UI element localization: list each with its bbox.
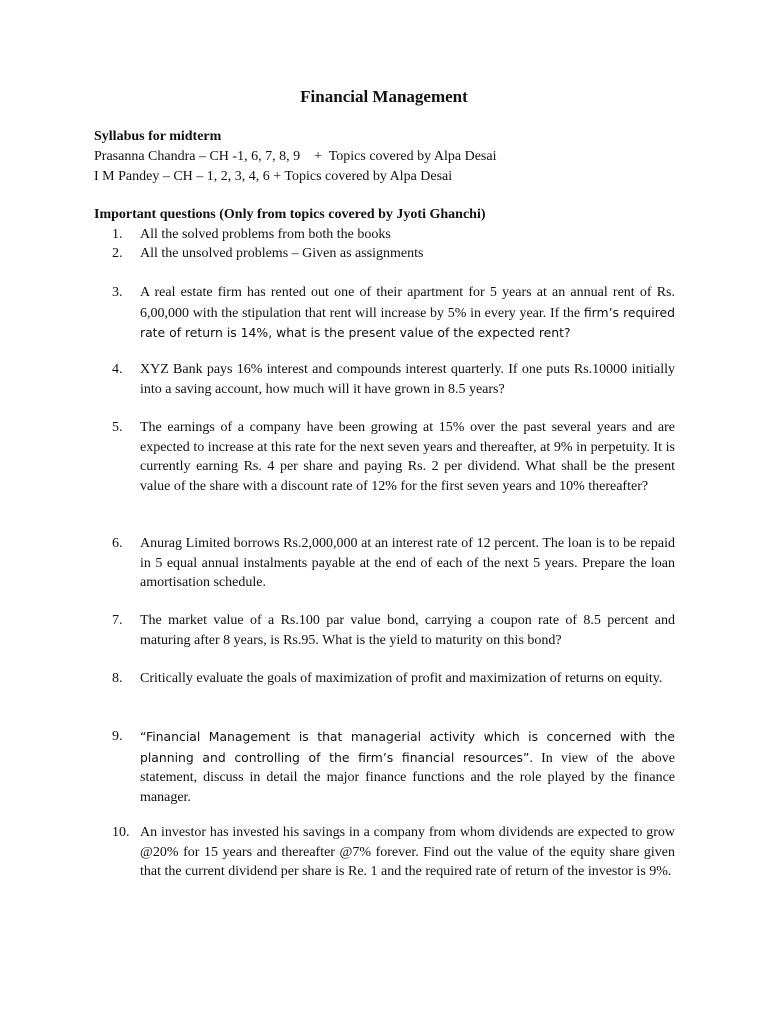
question-1 xyxy=(112,225,675,245)
question-number: 3. xyxy=(112,285,123,300)
question-text-part: firm’s required rate of return is 14%, what is the present value of the expected rent? xyxy=(140,304,676,340)
question-5 xyxy=(112,418,675,496)
question-2 xyxy=(112,244,675,264)
question-number: 2. xyxy=(112,246,123,261)
question-text-part: “Financial Management is that managerial activity which is concerned with the planning and controlling of the firm’s financial resources” xyxy=(140,729,675,765)
question-8 xyxy=(112,669,675,689)
question-text: Critically evaluate the goals of maximization of profit and maximization of returns on equity. xyxy=(140,671,663,686)
question-4 xyxy=(112,360,675,399)
syllabus-heading: Syllabus for midterm xyxy=(94,129,222,144)
question-text: All the solved problems from both the books xyxy=(140,227,391,242)
page-title: Financial Management xyxy=(300,87,468,106)
syllabus-line-im-pandey: I M Pandey – CH – 1, 2, 3, 4, 6 + Topics covered by Alpa Desai xyxy=(94,169,453,184)
question-text: An investor has invested his savings in a company from whom dividends are expected to grow @20% for 15 years and thereafter @7% forever. Find out the value of the equity share given that the current dividend per share is Re. 1 and the required rate of return of the investor is 9%. xyxy=(140,825,675,879)
question-10 xyxy=(112,823,675,882)
syllabus-section xyxy=(94,127,684,187)
question-9 xyxy=(112,727,675,807)
question-number: 5. xyxy=(112,420,123,435)
question-text: The market value of a Rs.100 par value bond, carrying a coupon rate of 8.5 percent and maturing after 8 years, is Rs.95. What is the yield to maturity on this bond? xyxy=(140,613,675,648)
question-text xyxy=(140,283,675,344)
question-text: All the unsolved problems – Given as assignments xyxy=(140,246,424,261)
question-6 xyxy=(112,534,675,593)
question-text-part: A real estate firm has rented out one of their apartment for 5 years at an annual rent of Rs. 6,00,000 with the stipulation that rent will increase by 5% in every year. If the xyxy=(140,285,675,321)
question-text xyxy=(140,727,675,807)
question-text: XYZ Bank pays 16% interest and compounds interest quarterly. If one puts Rs.10000 initially into a saving account, how much will it have grown in 8.5 years? xyxy=(140,362,675,397)
question-number: 8. xyxy=(112,671,123,686)
question-number: 9. xyxy=(112,729,123,744)
question-7 xyxy=(112,611,675,650)
question-number: 4. xyxy=(112,362,123,377)
question-number: 10. xyxy=(112,825,130,840)
question-number: 1. xyxy=(112,227,123,242)
question-number: 7. xyxy=(112,613,123,628)
question-3 xyxy=(112,283,675,344)
syllabus-line-prasanna-chandra: Prasanna Chandra – CH -1, 6, 7, 8, 9 + Topics covered by Alpa Desai xyxy=(94,149,497,164)
important-questions-heading: Important questions (Only from topics covered by Jyoti Ghanchi) xyxy=(94,207,486,222)
question-text-part: . In view of the above statement, discuss in detail the major finance functions and the role played by the finance manager. xyxy=(140,750,675,805)
question-text: Anurag Limited borrows Rs.2,000,000 at an interest rate of 12 percent. The loan is to be repaid in 5 equal annual instalments payable at the end of each of the next 5 years. Prepare the loan amortisation schedule. xyxy=(140,536,675,590)
question-text: The earnings of a company have been growing at 15% over the past several years and are expected to increase at this rate for the next seven years and thereafter, at 9% in perpetuity. It is currently earning Rs. 4 per share and paying Rs. 2 per dividend. What shall be the present value of the share with a discount rate of 12% for the first seven years and 10% thereafter? xyxy=(140,420,675,494)
question-number: 6. xyxy=(112,536,123,551)
